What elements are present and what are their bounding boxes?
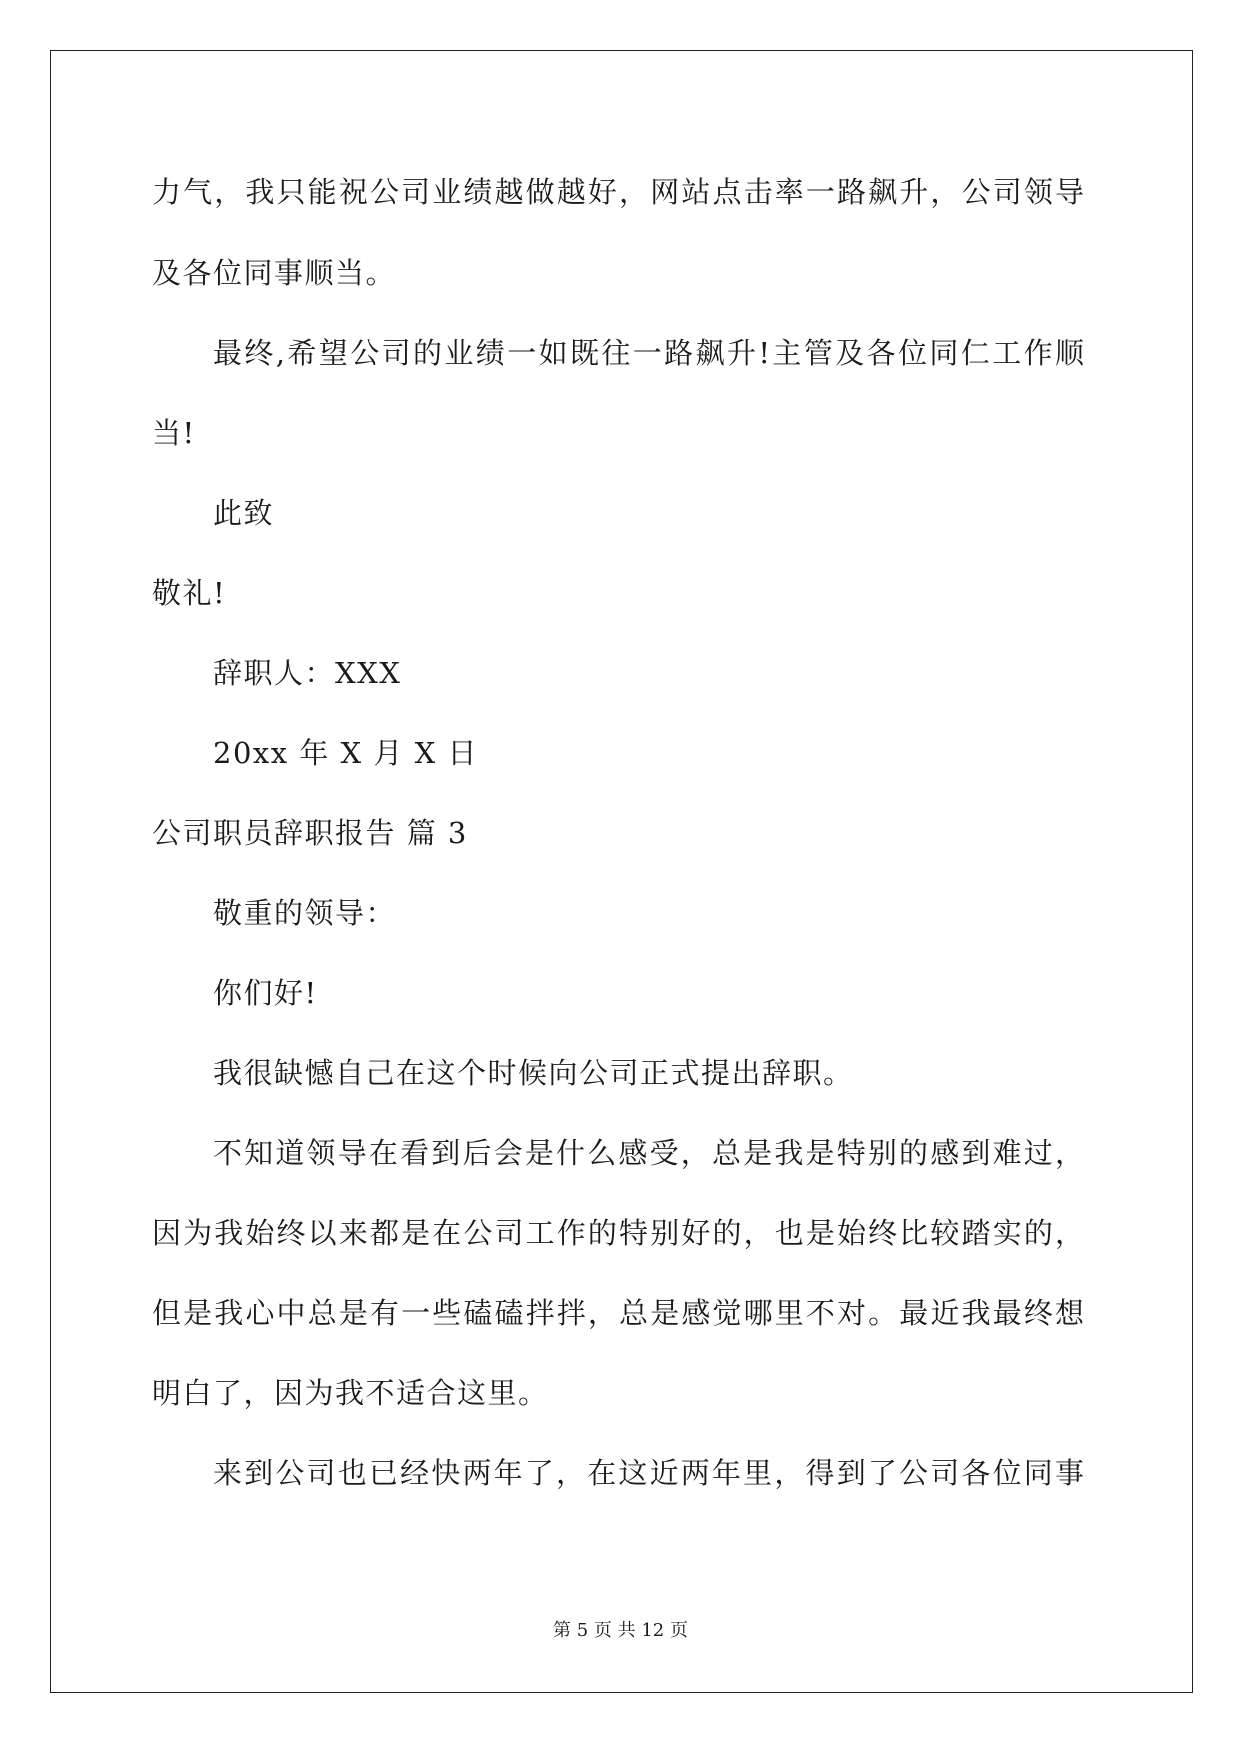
date-line: 20xx 年 X 月 X 日 bbox=[213, 736, 478, 770]
paragraph-line: 但是我心中总是有一些磕磕拌拌，总是感觉哪里不对。最近我最终想 bbox=[152, 1296, 1084, 1330]
paragraph-line: 明白了，因为我不适合这里。 bbox=[152, 1376, 549, 1410]
paragraph-line: 来到公司也已经快两年了，在这近两年里，得到了公司各位同事 bbox=[213, 1456, 1084, 1490]
paragraph-line: 因为我始终以来都是在公司工作的特别好的，也是始终比较踏实的， bbox=[152, 1216, 1084, 1250]
paragraph-line: 当! bbox=[152, 416, 196, 450]
page-border bbox=[50, 50, 1193, 1693]
paragraph-line: 及各位同事顺当。 bbox=[152, 256, 397, 290]
paragraph-line: 不知道领导在看到后会是什么感受，总是我是特别的感到难过， bbox=[213, 1136, 1084, 1170]
greeting-hello: 你们好! bbox=[213, 976, 318, 1010]
closing-salutation: 此致 bbox=[213, 496, 275, 530]
signature-line: 辞职人：XXX bbox=[213, 656, 402, 690]
paragraph-line: 最终,希望公司的业绩一如既往一路飙升!主管及各位同仁工作顺 bbox=[213, 336, 1084, 370]
paragraph-line: 力气，我只能祝公司业绩越做越好，网站点击率一路飙升，公司领导 bbox=[152, 175, 1084, 209]
page-number-footer: 第 5 页 共 12 页 bbox=[553, 1620, 688, 1641]
section-heading: 公司职员辞职报告 篇 3 bbox=[152, 816, 468, 850]
closing-respect: 敬礼! bbox=[152, 576, 227, 610]
greeting: 敬重的领导： bbox=[213, 896, 397, 930]
paragraph-line: 我很缺憾自己在这个时候向公司正式提出辞职。 bbox=[213, 1056, 854, 1090]
